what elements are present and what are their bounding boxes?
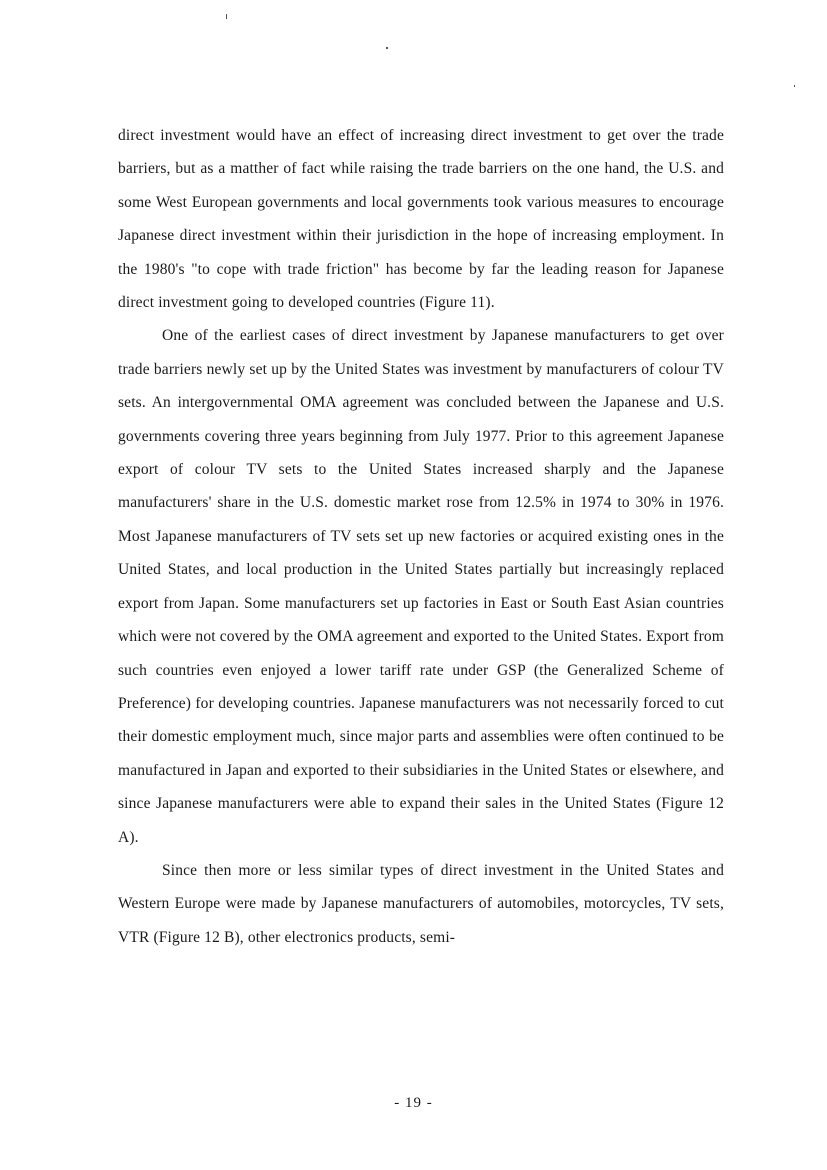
scan-speck [794,85,795,87]
paragraph: Since then more or less similar types of direct investment in the United States and Western Europe were made by Japanese manufacturers of automobiles, motorcycles, TV sets, VTR (Figure 12 B), other electronics products, semi- [118,861,724,946]
paragraph: direct investment would have an effect of increasing direct investment to get over the trade barriers, but as a matther of fact while raising the trade barriers on the one hand, the U.S. and some West European governments and local governments took various measures to encourage Japanese direct investment within their jurisdiction in the hope of increasing employment. In the 1980's "to cope with trade friction" has become by far the leading reason for Japanese direct investment going to developed countries (Figure 11). [118,127,724,312]
page-number: - 19 - [394,1095,433,1111]
scan-speck [226,14,227,19]
scan-speck [386,47,388,49]
body-text [118,119,724,954]
paragraph: One of the earliest cases of direct investment by Japanese manufacturers to get over trade barriers newly set up by the United States was investment by manufacturers of colour TV sets. An intergovernmental OMA agreement was concluded between the Japanese and U.S. governments covering three years beginning from July 1977. Prior to this agreement Japanese export of colour TV sets to the United States increased sharply and the Japanese manufacturers' share in the U.S. domestic market rose from 12.5% in 1974 to 30% in 1976. Most Japanese manufacturers of TV sets set up new factories or acquired existing ones in the United States, and local production in the United States partially but increasingly replaced export from Japan. Some manufacturers set up factories in East or South East Asian countries which were not covered by the OMA agreement and exported to the United States. Export from such countries even enjoyed a lower tariff rate under GSP (the Generalized Scheme of Preference) for developing countries. Japanese manufacturers was not necessarily forced to cut their domestic employment much, since major parts and assemblies were often continued to be manufactured in Japan and exported to their subsidiaries in the United States or elsewhere, and since Japanese manufacturers were able to expand their sales in the United States (Figure 12 A). [118,327,724,846]
